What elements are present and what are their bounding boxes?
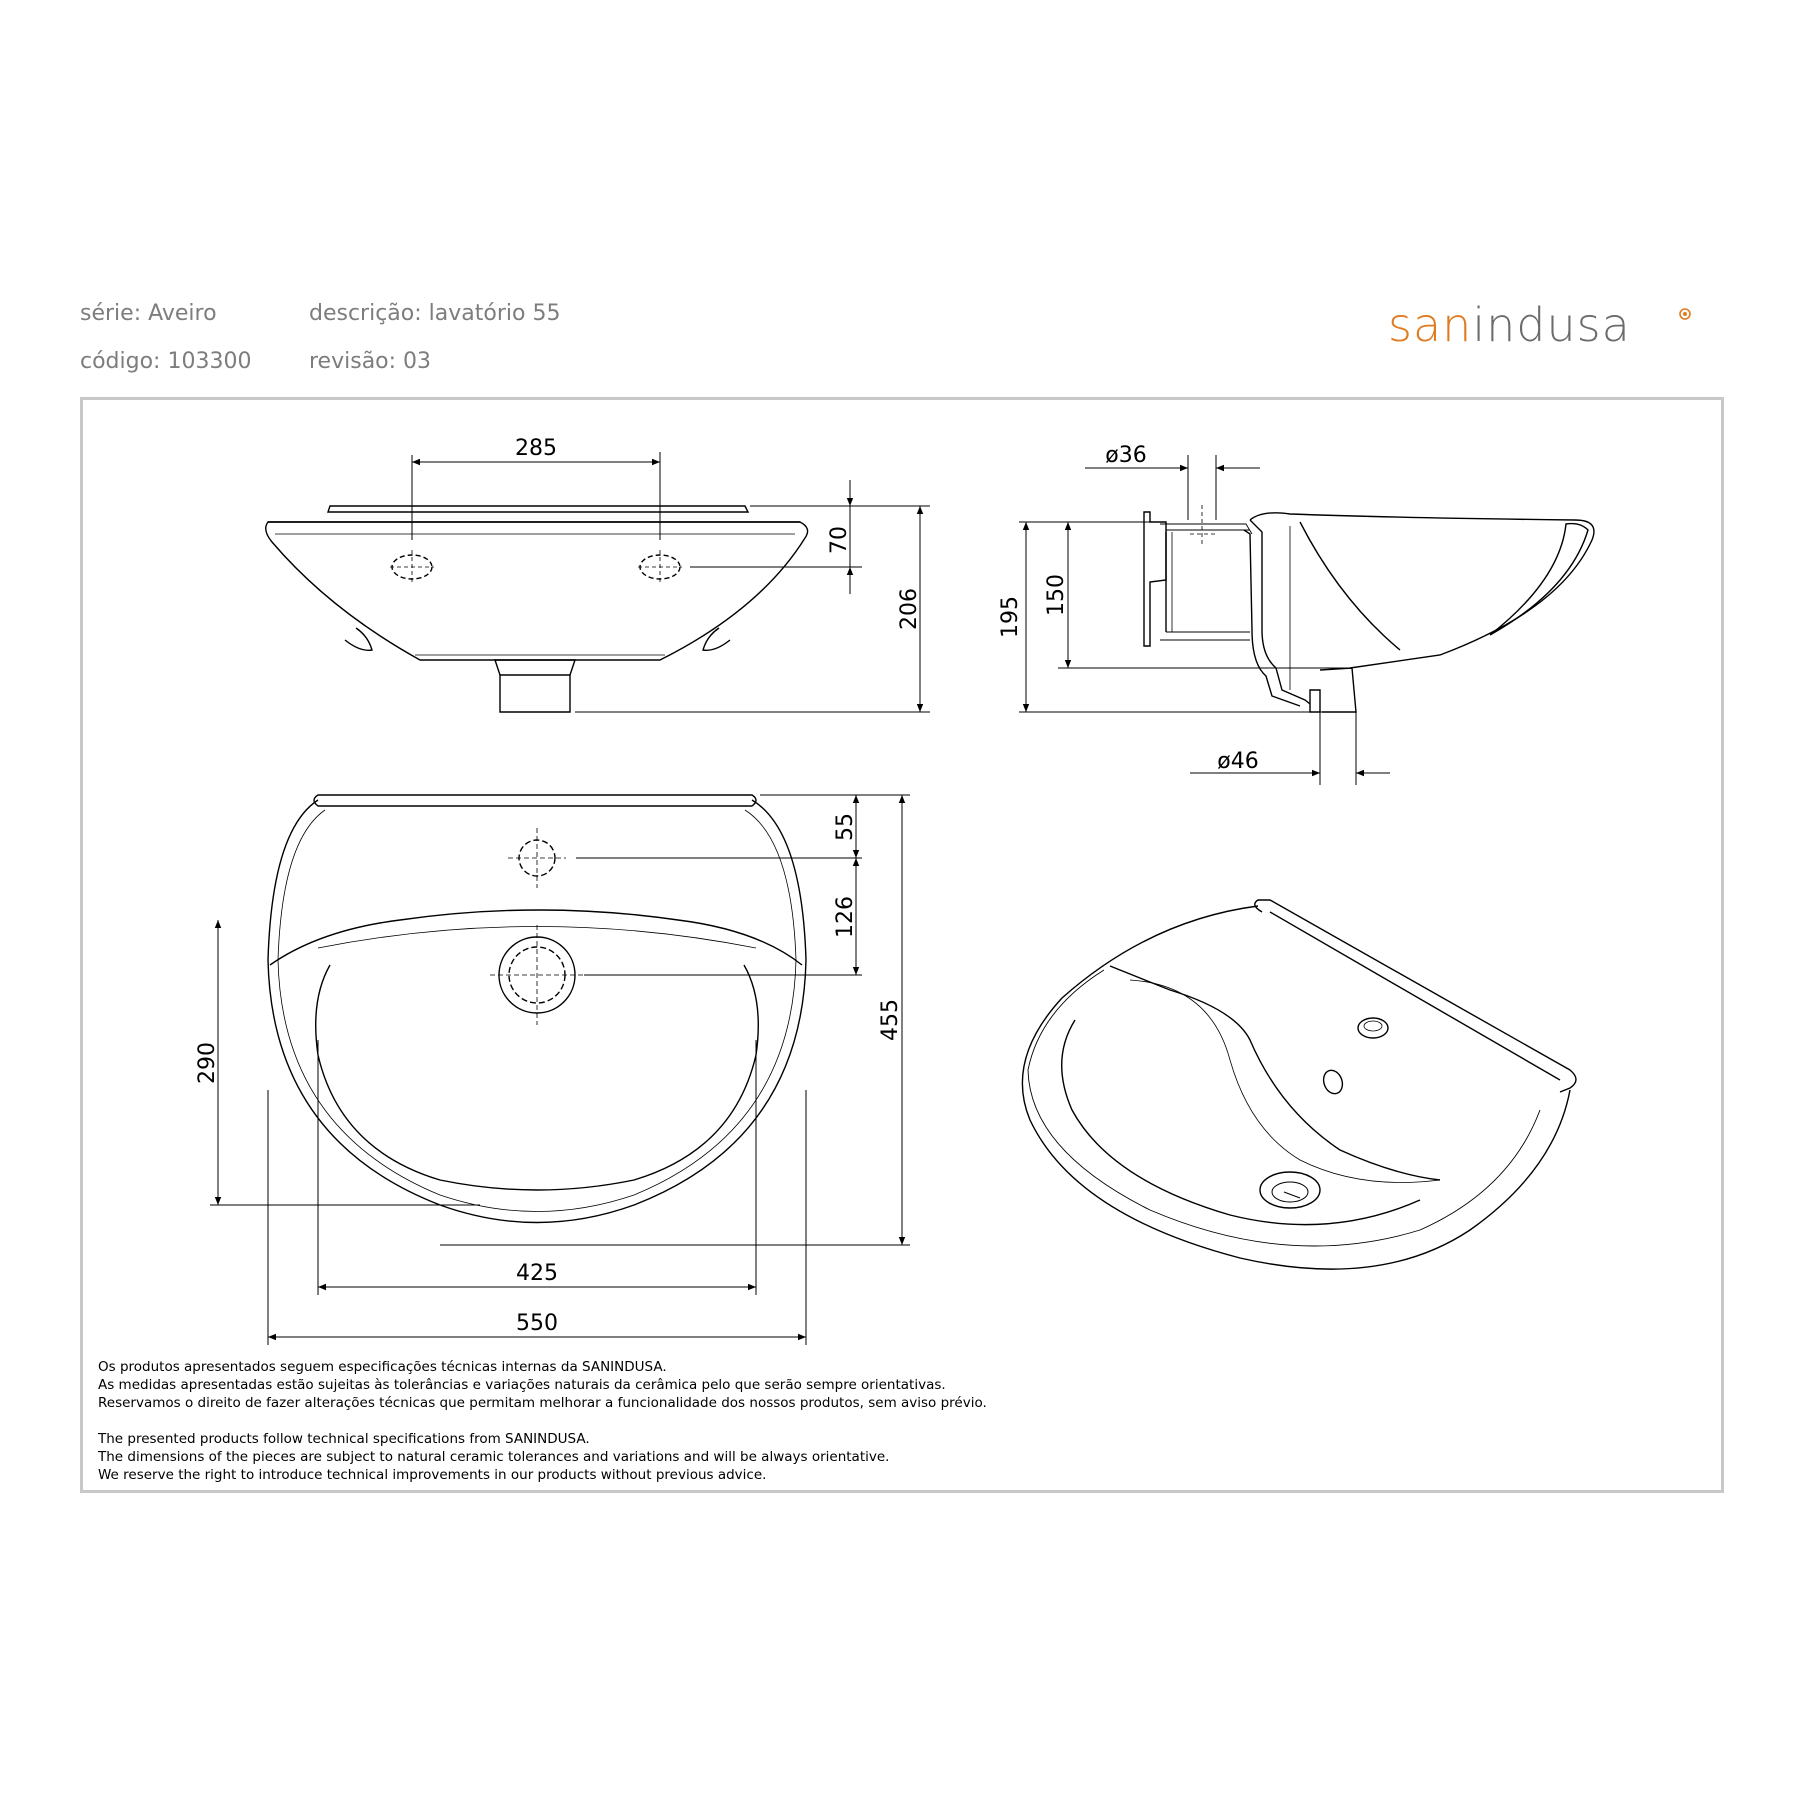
note-pt-1: Os produtos apresentados seguem especificações técnicas internas da SANINDUSA. — [98, 1359, 667, 1375]
logo-prefix: san — [1388, 298, 1473, 352]
codigo-label: código: 103300 — [80, 349, 252, 374]
front-rim-top — [328, 506, 748, 512]
dim-front-total-height: 206 — [897, 588, 922, 630]
front-bowl-outline — [266, 522, 808, 660]
iso-outer-outline — [1022, 906, 1570, 1269]
dim-total-width: 550 — [516, 1311, 558, 1336]
dim-diameter-bottom: ø46 — [1217, 749, 1259, 774]
side-bracket — [1144, 512, 1166, 646]
side-bowl-outline — [1250, 513, 1594, 668]
top-view — [268, 795, 806, 1230]
side-view — [1144, 505, 1594, 712]
iso-front-ridge — [1110, 966, 1440, 1180]
iso-bowl-inner — [1062, 1020, 1420, 1225]
front-waste — [500, 675, 570, 712]
note-en-2: The dimensions of the pieces are subject to natural ceramic tolerances and variations and will be always orientative. — [98, 1449, 890, 1465]
side-overflow — [1490, 524, 1588, 635]
descricao-label: descrição: lavatório 55 — [309, 301, 561, 326]
dim-hole-height: 70 — [827, 526, 852, 554]
top-dimensions — [210, 795, 910, 1345]
front-dimensions — [412, 452, 930, 712]
dim-tap-hole-offset: 55 — [833, 813, 858, 841]
isometric-view — [1022, 900, 1576, 1269]
top-back-rim — [314, 795, 756, 806]
dim-bowl-depth: 290 — [195, 1042, 220, 1084]
dim-drain-offset: 126 — [833, 896, 858, 938]
logo-suffix: indusa — [1472, 298, 1631, 352]
dim-total-depth: 455 — [878, 999, 903, 1041]
dim-side-total-height: 195 — [998, 596, 1023, 638]
side-dimensions — [1019, 455, 1390, 785]
note-en-1: The presented products follow technical specifications from SANINDUSA. — [98, 1431, 590, 1447]
front-foot-left — [345, 628, 372, 650]
legal-notes — [98, 1358, 987, 1484]
iso-overflow-hole — [1320, 1068, 1345, 1097]
revisao-label: revisão: 03 — [309, 349, 432, 374]
front-drain — [495, 660, 575, 675]
front-view — [266, 506, 808, 712]
iso-drain-outer — [1260, 1172, 1320, 1208]
dim-side-inner-height: 150 — [1044, 574, 1069, 616]
note-en-3: We reserve the right to introduce technical improvements in our products without previous advice. — [98, 1467, 767, 1483]
note-pt-3: Reservamos o direito de fazer alterações técnicas que permitam melhorar a funcionalidade dos nossos produtos, sem aviso prévio. — [98, 1395, 987, 1411]
serie-label: série: Aveiro — [80, 301, 217, 326]
dim-diameter-top: ø36 — [1105, 443, 1147, 468]
dim-holes-spacing: 285 — [515, 436, 557, 461]
note-pt-2: As medidas apresentadas estão sujeitas às tolerâncias e variações naturais da cerâmica pelo que serão sempre orientativas. — [98, 1377, 946, 1393]
dim-inner-width: 425 — [516, 1261, 558, 1286]
front-foot-right — [703, 628, 730, 650]
